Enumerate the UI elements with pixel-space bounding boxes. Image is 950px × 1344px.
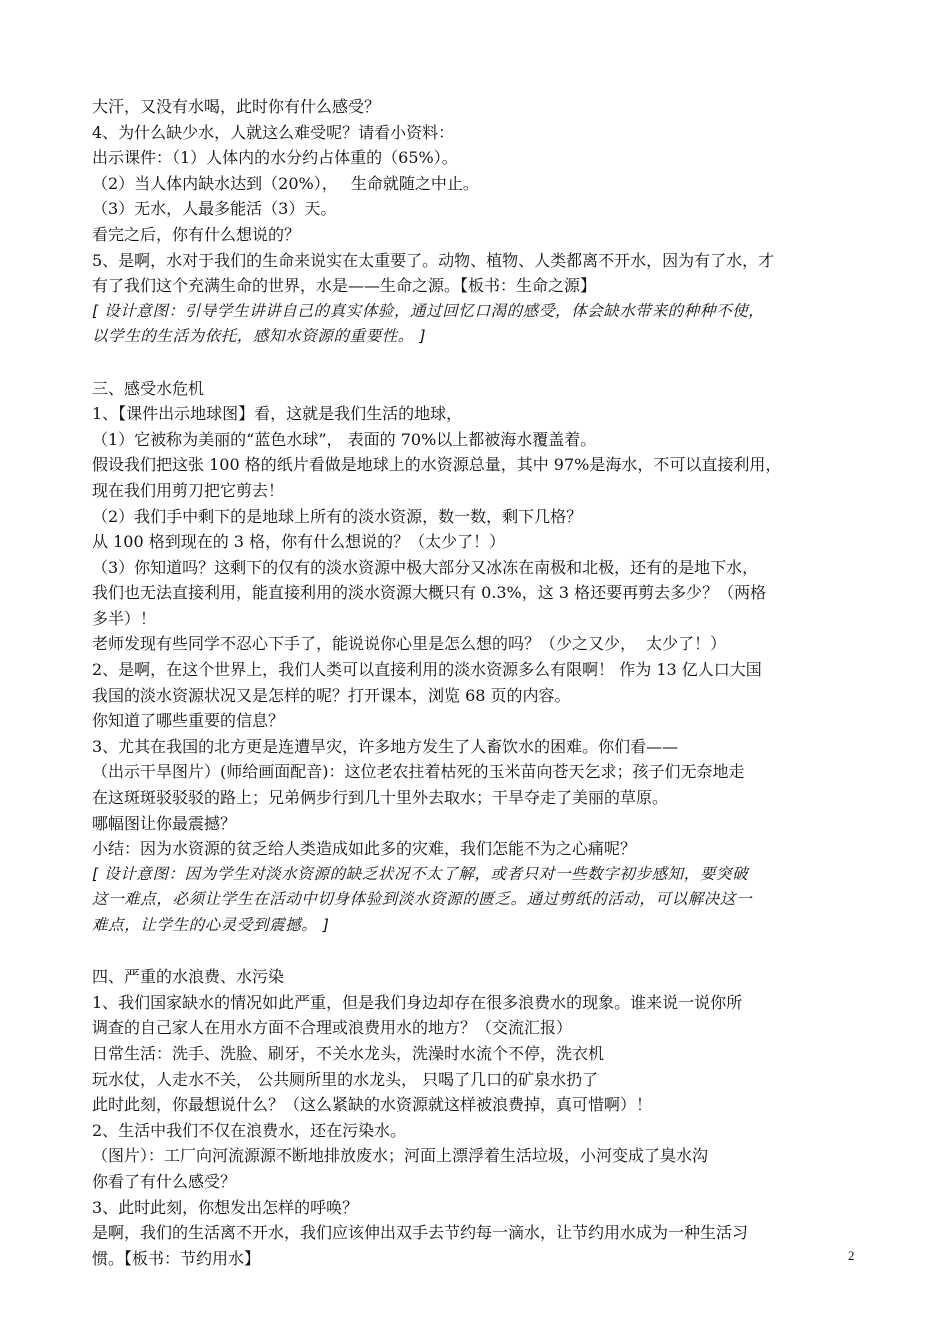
text-line: 你知道了哪些重要的信息？ (92, 711, 285, 731)
text-line: 看完之后，你有什么想说的？ (92, 224, 301, 244)
text-line: 此时此刻，你最想说什么？（这么紧缺的水资源就这样被浪费掉，真可惜啊）！ (92, 1095, 653, 1115)
text-line: 多半）！ (92, 608, 157, 628)
design-intent-note: [ 设计意图：因为学生对淡水资源的缺乏状况不太了解，或者只对一些数字初步感知，要突破 (92, 864, 749, 883)
text-line: 哪幅图让你最震撼？ (92, 813, 237, 833)
section-heading: 三、感受水危机 (92, 378, 205, 398)
paragraph-gap (92, 939, 868, 965)
text-line: 假设我们把这张 100 格的纸片看做是地球上的水资源总量，其中 97%是海水，不可以直接利用， (92, 455, 782, 475)
text-line: 2、是啊，在这个世界上，我们人类可以直接利用的淡水资源多么有限啊！ 作为 13 亿人口大国 (92, 660, 762, 680)
design-intent-note: 以学生的生活为依托，感知水资源的重要性。 ] (92, 327, 427, 346)
text-line: 惯。【板书：节约用水】 (92, 1248, 261, 1268)
text-line: 从 100 格到现在的 3 格，你有什么想说的？（太少了！） (92, 532, 506, 552)
section-water-importance (92, 94, 868, 350)
text-line: 老师发现有些同学不忍心下手了，能说说你心里是怎么想的吗？（少之又少， 太少了！） (92, 634, 727, 654)
text-line: 玩水仗，人走水不关， 公共厕所里的水龙头， 只喝了几口的矿泉水扔了 (92, 1069, 599, 1089)
section-water-waste (92, 964, 868, 1271)
document-body (92, 94, 868, 1271)
section-heading: 四、严重的水浪费、水污染 (92, 967, 285, 987)
text-line: 现在我们用剪刀把它剪去！ (92, 480, 285, 500)
design-intent-note: 难点，让学生的心灵受到震撼。 ] (92, 916, 330, 934)
text-line: 1、【课件出示地球图】看，这就是我们生活的地球， (92, 404, 463, 424)
text-line: 你看了有什么感受？ (92, 1171, 237, 1191)
text-line: 1、我们国家缺水的情况如此严重，但是我们身边却存在很多浪费水的现象。谁来说一说你所 (92, 992, 743, 1012)
text-line: 3、此时此刻，你想发出怎样的呼唤？ (92, 1197, 359, 1217)
paragraph-gap (92, 350, 868, 376)
text-line: 出示课件：（1）人体内的水分约占体重的（65%）。 (92, 148, 458, 168)
text-line: 日常生活：洗手、洗脸、刷牙，不关水龙头，洗澡时水流个不停，洗衣机 (92, 1043, 605, 1063)
text-line: 是啊，我们的生活离不开水，我们应该伸出双手去节约每一滴水，让节约用水成为一种生活习 (92, 1223, 749, 1243)
text-line: 在这斑斑驳驳驳的路上；兄弟俩步行到几十里外去取水；干旱夺走了美丽的草原。 (92, 788, 669, 808)
section-water-crisis (92, 376, 868, 939)
text-line: （出示干旱图片）(师给画面配音)：这位老农拄着枯死的玉米苗向苍天乞求；孩子们无奈地走 (92, 762, 745, 782)
text-line: 我国的淡水资源状况又是怎样的呢？打开课本，浏览 68 页的内容。 (92, 685, 571, 705)
text-line: （1）它被称为美丽的“蓝色水球”， 表面的 70%以上都被海水覆盖着。 (92, 429, 597, 449)
text-line: 调查的自己家人在用水方面不合理或浪费用水的地方？（交流汇报） (92, 1018, 573, 1038)
page-number: 2 (848, 1248, 855, 1263)
text-line: （2）我们手中剩下的是地球上所有的淡水资源，数一数，剩下几格？ (92, 506, 583, 526)
text-line: 5、是啊，水对于我们的生命来说实在太重要了。动物、植物、人类都离不开水，因为有了水，才 (92, 250, 775, 270)
text-line: 4、为什么缺少水，人就这么难受呢？请看小资料： (92, 122, 455, 142)
text-line: 3、尤其在我国的北方更是连遭旱灾，许多地方发生了人畜饮水的困难。你们看—— (92, 736, 679, 756)
text-line: （2）当人体内缺水达到（20%）， 生命就随之中止。 (92, 173, 479, 193)
text-line: （图片）：工厂向河流源源不断地排放废水；河面上漂浮着生活垃圾，小河变成了臭水沟 (92, 1146, 709, 1166)
text-line: 大汗，又没有水喝，此时你有什么感受？ (92, 97, 381, 116)
text-line: 2、生活中我们不仅在浪费水，还在污染水。 (92, 1120, 407, 1140)
design-intent-note: 这一难点，必须让学生在活动中切身体验到淡水资源的匮乏。通过剪纸的活动，可以解决这一 (92, 890, 753, 909)
text-line: （3）你知道吗？这剩下的仅有的淡水资源中极大部分又冰冻在南极和北极，还有的是地下水， (92, 557, 759, 577)
text-line: 有了我们这个充满生命的世界，水是——生命之源。【板书：生命之源】 (92, 276, 597, 296)
text-line: 小结：因为水资源的贫乏给人类造成如此多的灾难，我们怎能不为之心痛呢？ (92, 839, 637, 859)
text-line: 我们也无法直接利用，能直接利用的淡水资源大概只有 0.3%，这 3 格还要再剪去多少？（两格 (92, 583, 767, 603)
design-intent-note: [ 设计意图：引导学生讲讲自己的真实体验，通过回忆口渴的感受，体会缺水带来的种种不使， (92, 301, 765, 320)
text-line: （3）无水，人最多能活（3）天。 (92, 199, 337, 219)
